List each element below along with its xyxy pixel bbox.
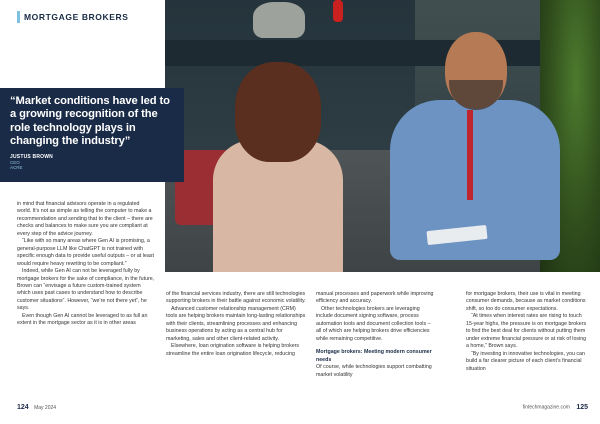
issue-date: May 2024 — [34, 404, 57, 411]
paragraph: Even though Gen AI cannot be leveraged to as full an extent in the mortgage sector as it is in other areas — [17, 312, 148, 327]
paragraph: Elsewhere, loan origination software is helping brokers streamline the entire loan origination lifecycle, reducing — [166, 343, 300, 357]
website-link[interactable]: fintechmagazine.com — [522, 404, 570, 411]
footer-left — [17, 404, 56, 411]
pull-quote-text: “Market conditions have led to a growing recognition of the role technology plays in changing the industry” — [10, 95, 170, 148]
quote-role-org: ACRE — [10, 165, 23, 171]
pull-quote-box — [0, 88, 184, 182]
photo-red-object — [333, 0, 343, 22]
paragraph: for mortgage brokers, their use is vital in meeting consumer demands, because as market conditions shift, so too do consumer expectations. — [466, 291, 586, 312]
page-number-left: 124 — [17, 404, 29, 411]
paragraph: Other technologies brokers are leveraging include document signing software, process automation tools and document collection tools – all of which are helping brokers drive efficiencies while remaining competitive. — [316, 305, 431, 342]
paragraph: in mind that financial advisors operate in a regulated world. It’s not as simple as telling the computer to make a recommendation and sending that to the client – there are checks and balances to make sure you are compliant at every step of the advice journey. — [17, 201, 153, 237]
page-number-right: 125 — [576, 404, 588, 411]
photo-lanyard — [467, 110, 473, 200]
paragraph: of the financial services industry, there are still technologies supporting brokers in their battle against economic volatility. — [166, 291, 306, 305]
text-column-2 — [166, 291, 306, 358]
paragraph: “By investing in innovative technologies, you can build a far clearer picture of each client’s financial situation — [466, 350, 585, 372]
section-accent-bar — [17, 11, 20, 23]
text-column-1 — [17, 201, 155, 328]
footer-right — [523, 404, 588, 411]
paragraph: Of course, while technologies support combatting market volatility — [316, 364, 432, 378]
subheading: Mortgage brokers: Meeting modern consumer needs — [316, 349, 432, 363]
text-column-3 — [316, 291, 436, 379]
paragraph: manual processes and paperwork while improving efficiency and accuracy. — [316, 291, 434, 305]
paragraph: Indeed, while Gen AI can not be leveraged fully by mortgage brokers for the sake of compliance, in the future, Brown can “envisage a future custom-trained system which uses past cases to understand how to describe customer situations”. However, “we’re not there yet”, he says. — [17, 268, 155, 312]
paragraph: “Like with so many areas where Gen AI is promising, a general-purpose LLM like ChatGPT is not trained with specific enough data to provide useful outputs – or at least would require heavy rewriting to be compliant.” — [17, 238, 154, 267]
paragraph: “At times when interest rates are rising to touch 15-year highs, the pressure is on mortgage brokers to find the best deal for clients without putting them under extreme financial pressure or at risk of losing a home,” Brown says. — [466, 313, 587, 350]
paragraph: Advanced customer relationship management (CRM) tools are helping brokers maintain long-lasting relationships with their clients, streamlining processes and enhancing business operations by acting as a central hub for marketing, sales and other client-related activity. — [166, 305, 306, 342]
photo-basket — [253, 2, 305, 38]
photo-shelf — [165, 40, 600, 66]
section-title: MORTGAGE BROKERS — [24, 12, 129, 22]
quote-role-title: CEO — [10, 159, 20, 165]
article-photo — [165, 0, 600, 272]
photo-woman-hair — [235, 62, 321, 162]
text-column-4 — [466, 291, 590, 373]
quote-author: JUSTUS BROWN — [10, 153, 53, 160]
